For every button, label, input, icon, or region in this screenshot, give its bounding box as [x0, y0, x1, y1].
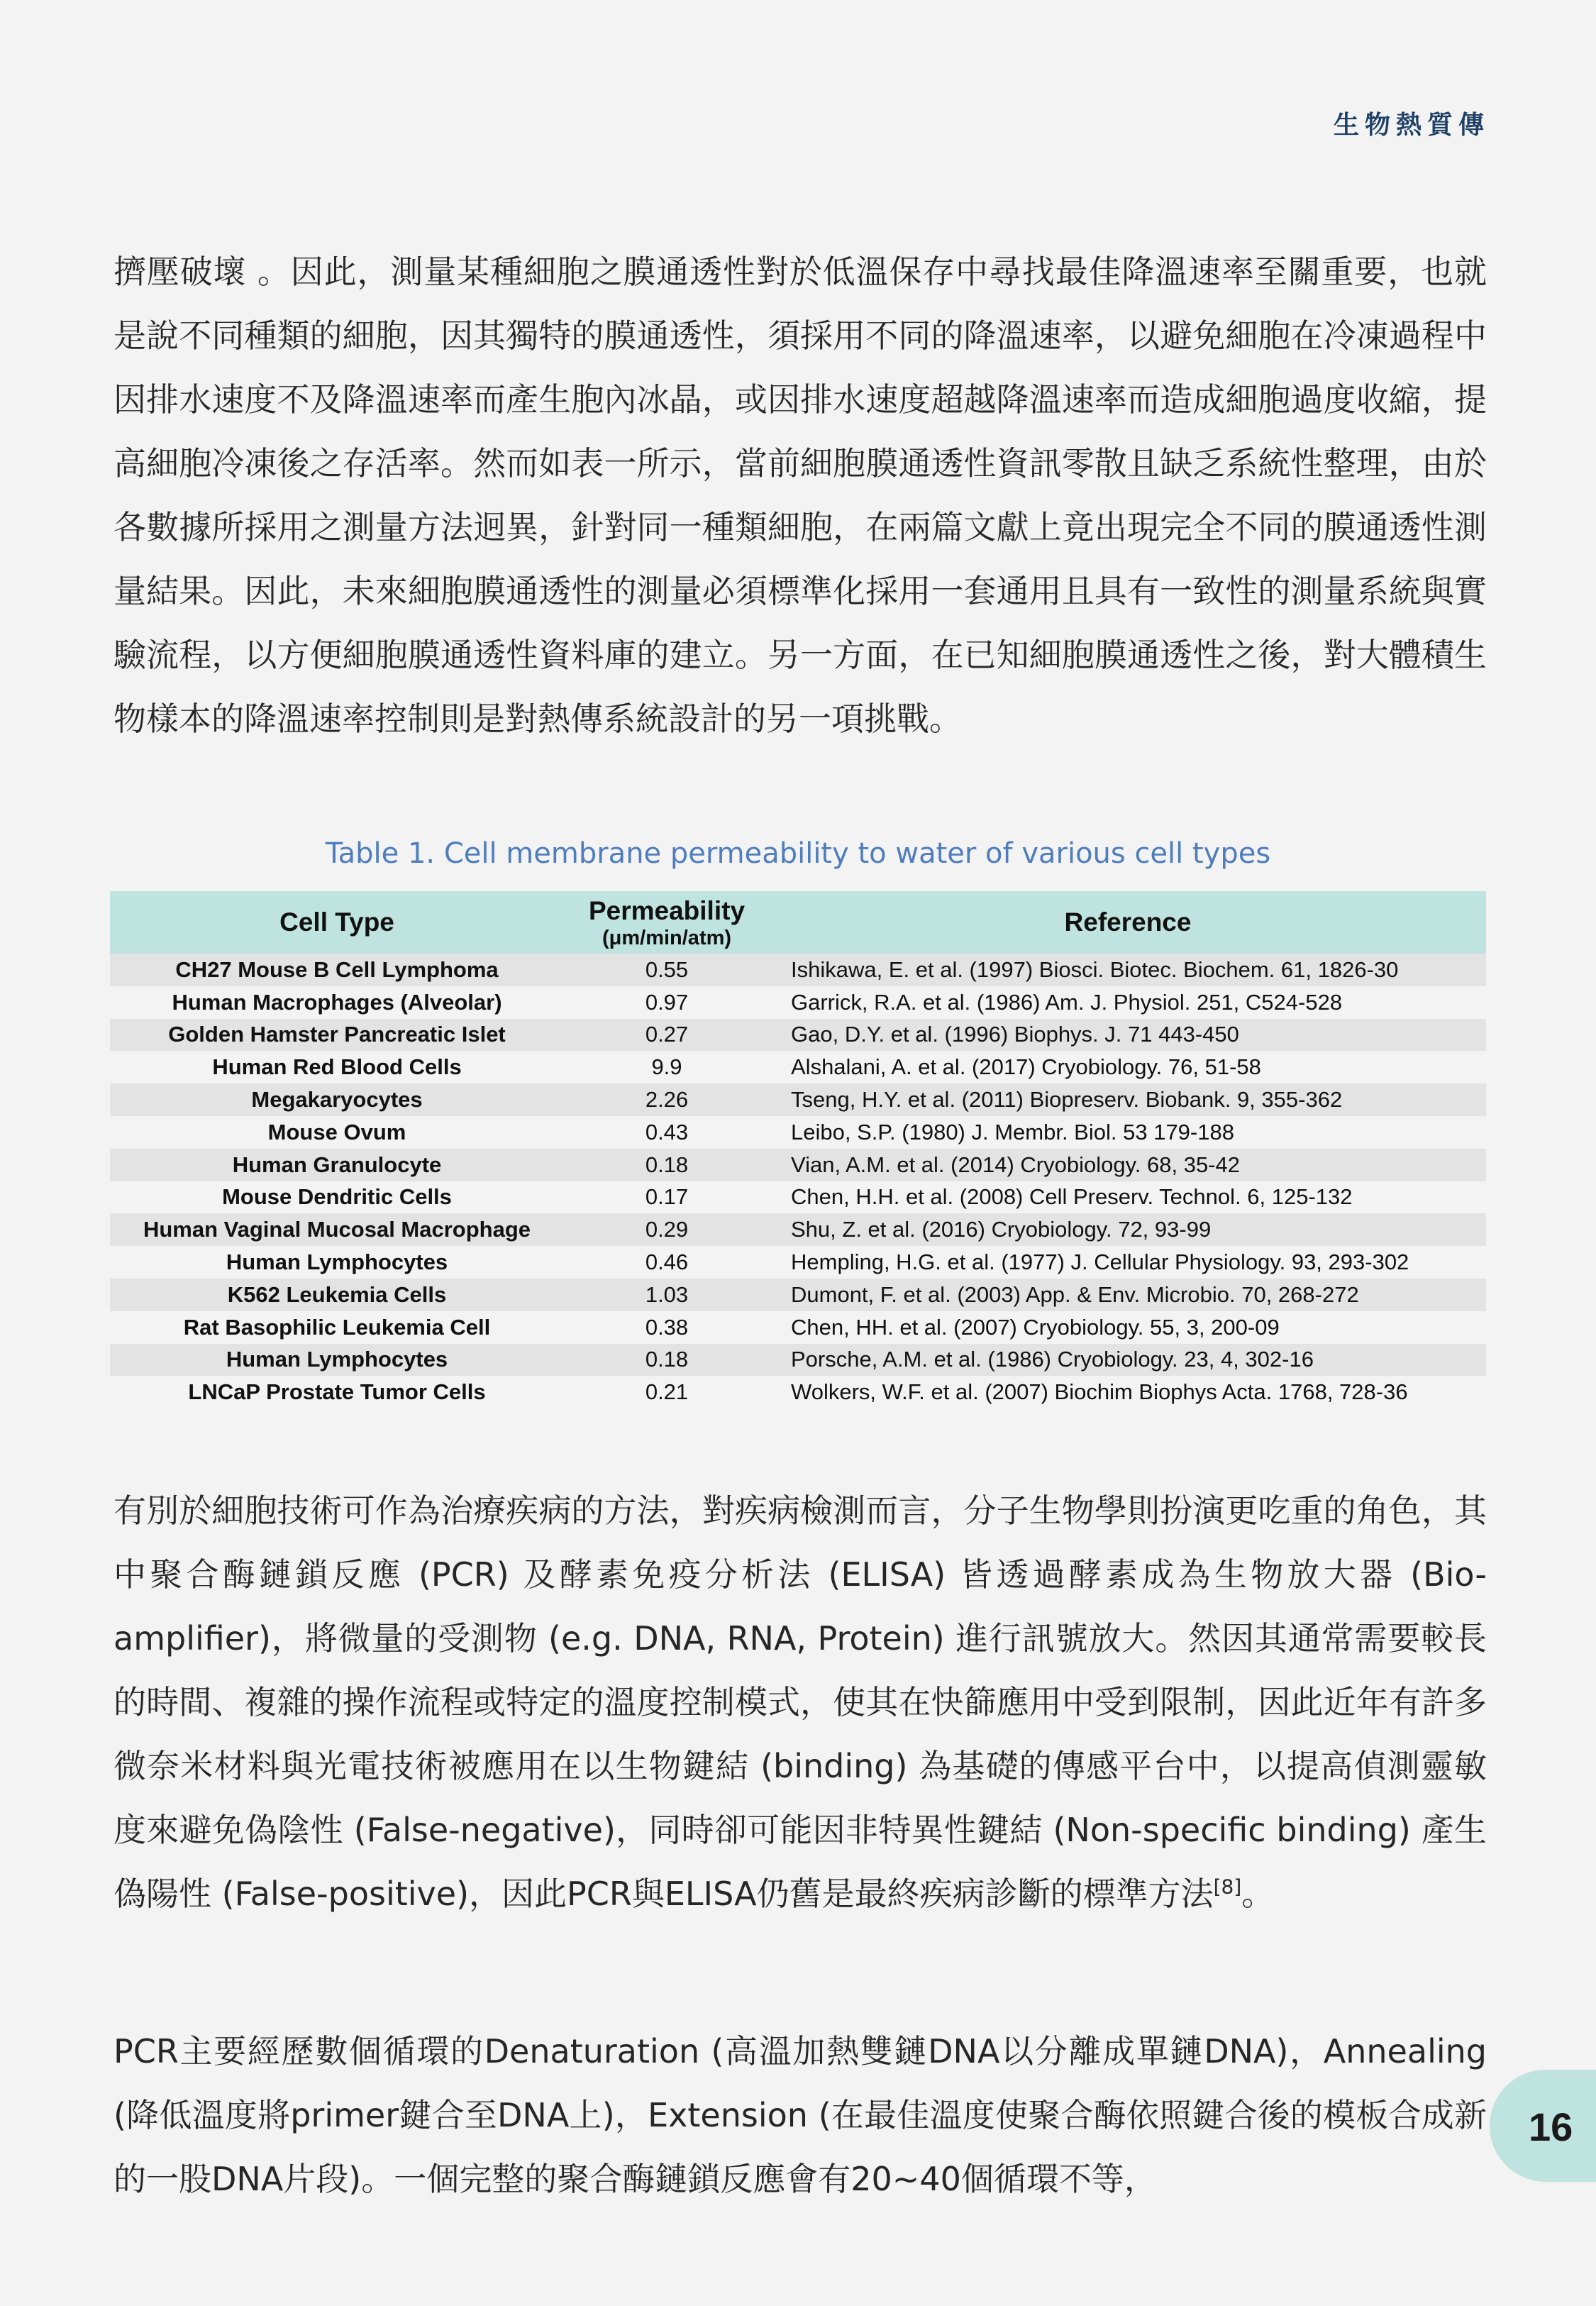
cell-permeability: 0.55: [564, 954, 770, 986]
cell-permeability: 0.18: [564, 1344, 770, 1377]
table-row: [110, 1279, 1486, 1311]
body-paragraph-3: PCR主要經歷數個循環的Denaturation (高溫加熱雙鏈DNA以分離成單鏈DNA)，Annealing (降低溫度將primer鍵合至DNA上)，Extension (在最佳溫度使聚合酶依照鍵合後的模板合成新的一股DNA片段)。一個完整的聚合酶鏈鎖反應會有20~40個循環不等，: [113, 2032, 1487, 2198]
cell-permeability: 0.43: [564, 1116, 770, 1149]
cell-reference: Chen, H.H. et al. (2008) Cell Preserv. Technol. 6, 125-132: [770, 1181, 1486, 1214]
cell-permeability: 0.97: [564, 986, 770, 1019]
cell-type: Human Lymphocytes: [110, 1344, 564, 1377]
citation-marker: [8]: [1213, 1875, 1242, 1899]
header-permeability: [564, 891, 770, 954]
page-number: 16: [1529, 2104, 1573, 2149]
cell-type: Human Granulocyte: [110, 1149, 564, 1181]
cell-permeability: 1.03: [564, 1279, 770, 1311]
cell-permeability: 0.27: [564, 1019, 770, 1052]
table-row: [110, 1213, 1486, 1246]
cell-type: Human Red Blood Cells: [110, 1051, 564, 1083]
cell-reference: Leibo, S.P. (1980) J. Membr. Biol. 53 179-188: [770, 1116, 1486, 1149]
cell-permeability: 0.29: [564, 1213, 770, 1246]
cell-permeability: 2.26: [564, 1083, 770, 1116]
header-permeability-unit: (μm/min/atm): [602, 927, 732, 949]
table-row: [110, 1344, 1486, 1377]
cell-type: Rat Basophilic Leukemia Cell: [110, 1311, 564, 1344]
running-header: 生物熱質傳: [1333, 111, 1490, 140]
table-row: [110, 1019, 1486, 1052]
cell-type: Mouse Dendritic Cells: [110, 1181, 564, 1214]
table-caption: Table 1. Cell membrane permeability to water of various cell types: [325, 837, 1271, 870]
cell-reference: Gao, D.Y. et al. (1996) Biophys. J. 71 443-450: [770, 1019, 1486, 1052]
cell-type: Human Lymphocytes: [110, 1246, 564, 1279]
cell-permeability: 0.38: [564, 1311, 770, 1344]
table-row: [110, 954, 1486, 986]
cell-reference: Vian, A.M. et al. (2014) Cryobiology. 68, 35-42: [770, 1149, 1486, 1181]
cell-permeability: 0.18: [564, 1149, 770, 1181]
body-paragraph-1: 擠壓破壞 。因此，測量某種細胞之膜通透性對於低溫保存中尋找最佳降溫速率至關重要，也就是說不同種類的細胞，因其獨特的膜通透性，須採用不同的降溫速率，以避免細胞在冷凍過程中因排水速度不及降溫速率而產生胞內冰晶，或因排水速度超越降溫速率而造成細胞過度收縮，提高細胞冷凍後之存活率。然而如表一所示，當前細胞膜通透性資訊零散且缺乏系統性整理，由於各數據所採用之測量方法迥異，針對同一種類細胞，在兩篇文獻上竟出現完全不同的膜通透性測量結果。因此，未來細胞膜通透性的測量必須標準化採用一套通用且具有一致性的測量系統與實驗流程，以方便細胞膜通透性資料庫的建立。另一方面，在已知細胞膜通透性之後，對大體積生物樣本的降溫速率控制則是對熱傳系統設計的另一項挑戰。: [113, 253, 1487, 738]
permeability-table: [110, 891, 1486, 1408]
cell-permeability: 9.9: [564, 1051, 770, 1083]
table-row: [110, 1051, 1486, 1083]
cell-reference: Wolkers, W.F. et al. (2007) Biochim Biophys Acta. 1768, 728-36: [770, 1376, 1486, 1408]
cell-reference: Shu, Z. et al. (2016) Cryobiology. 72, 93-99: [770, 1213, 1486, 1246]
table-row: [110, 1246, 1486, 1279]
cell-reference: Ishikawa, E. et al. (1997) Biosci. Biotec. Biochem. 61, 1826-30: [770, 954, 1486, 986]
table-row: [110, 1376, 1486, 1408]
cell-reference: Alshalani, A. et al. (2017) Cryobiology. 76, 51-58: [770, 1051, 1486, 1083]
cell-permeability: 0.46: [564, 1246, 770, 1279]
cell-reference: Hempling, H.G. et al. (1977) J. Cellular Physiology. 93, 293-302: [770, 1246, 1486, 1279]
cell-type: CH27 Mouse B Cell Lymphoma: [110, 954, 564, 986]
cell-reference: Porsche, A.M. et al. (1986) Cryobiology. 23, 4, 302-16: [770, 1344, 1486, 1377]
header-permeability-label: Permeability: [588, 896, 746, 925]
cell-type: Human Vaginal Mucosal Macrophage: [110, 1213, 564, 1246]
table-row: [110, 1083, 1486, 1116]
cell-type: Golden Hamster Pancreatic Islet: [110, 1019, 564, 1052]
cell-permeability: 0.21: [564, 1376, 770, 1408]
cell-reference: Garrick, R.A. et al. (1986) Am. J. Physiol. 251, C524-528: [770, 986, 1486, 1019]
cell-reference: Tseng, H.Y. et al. (2011) Biopreserv. Biobank. 9, 355-362: [770, 1083, 1486, 1116]
paragraph-2-end: 。: [1241, 1875, 1275, 1913]
cell-type: Mouse Ovum: [110, 1116, 564, 1149]
cell-type: LNCaP Prostate Tumor Cells: [110, 1376, 564, 1408]
header-cell-type: Cell Type: [110, 891, 564, 954]
table-row: [110, 1149, 1486, 1181]
table-row: [110, 986, 1486, 1019]
cell-reference: Dumont, F. et al. (2003) App. & Env. Microbio. 70, 268-272: [770, 1279, 1486, 1311]
cell-type: Megakaryocytes: [110, 1083, 564, 1116]
table-row: [110, 1116, 1486, 1149]
table-header-row: [110, 891, 1486, 954]
cell-reference: Chen, HH. et al. (2007) Cryobiology. 55, 3, 200-09: [770, 1311, 1486, 1344]
header-reference: Reference: [770, 891, 1486, 954]
cell-type: Human Macrophages (Alveolar): [110, 986, 564, 1019]
table-row: [110, 1311, 1486, 1344]
cell-permeability: 0.17: [564, 1181, 770, 1214]
paragraph-2-text: 有別於細胞技術可作為治療疾病的方法，對疾病檢測而言，分子生物學則扮演更吃重的角色，其中聚合酶鏈鎖反應 (PCR) 及酵素免疫分析法 (ELISA) 皆透過酵素成為生物放大器 (Bio-amplifier)，將微量的受測物 (e.g. DNA, RNA, Protein) 進行訊號放大。然因其通常需要較長的時間、複雜的操作流程或特定的溫度控制模式，使其在快篩應用中受到限制，因此近年有許多微奈米材料與光電技術被應用在以生物鍵結 (binding) 為基礎的傳感平台中，以提高偵測靈敏度來避免偽陰性 (False-negative)，同時卻可能因非特異性鍵結 (Non-specific binding) 產生偽陽性 (False-positive)，因此PCR與ELISA仍舊是最終疾病診斷的標準方法: [113, 1491, 1487, 1913]
table-row: [110, 1181, 1486, 1214]
cell-type: K562 Leukemia Cells: [110, 1279, 564, 1311]
body-paragraph-2: [113, 1479, 1487, 1926]
